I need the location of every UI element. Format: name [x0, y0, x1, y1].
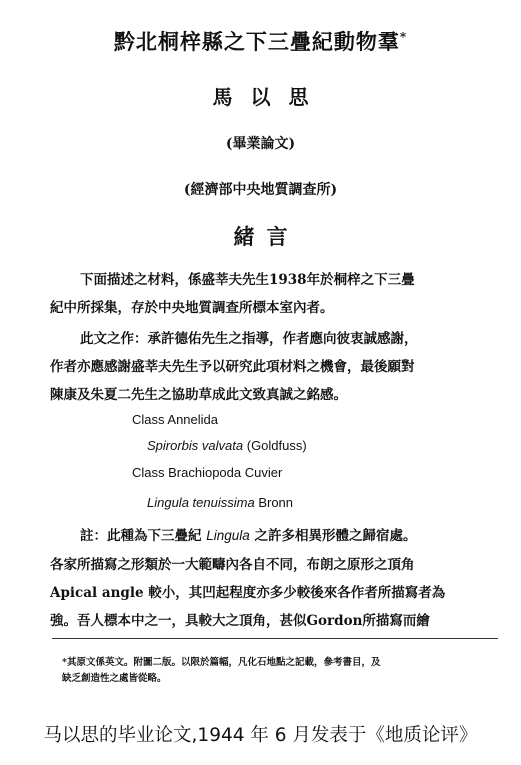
thesis-note: (畢業論文): [225, 136, 296, 152]
footnote-divider: [52, 638, 498, 639]
taxon-species-lingula: [147, 495, 293, 510]
species-name: Lingula tenuissima: [147, 495, 255, 510]
note-paragraph-line: [50, 524, 520, 544]
paragraph-line: 此文之作：承許德佑先生之指導，作者應向彼衷誠感謝，: [80, 331, 418, 347]
paragraph-line: 紀中所採集，存於中央地質調查所標本室內者。: [50, 300, 334, 316]
document-title-text: 黔北桐梓縣之下三疊紀動物羣: [113, 29, 400, 54]
image-caption: 马以思的毕业论文,1944 年 6 月发表于《地质论评》: [43, 725, 478, 746]
note-paragraph-line: 強。吾人標本中之一，具較大之頂角，甚似Gordon所描寫而繪: [50, 613, 430, 629]
taxon-species-spirorbis: [147, 438, 307, 453]
taxon-class-brachiopoda: Class Brachiopoda Cuvier: [132, 465, 283, 480]
note-text: 註：此種為下三疊紀: [80, 528, 202, 544]
paragraph-line: 作者亦應感謝盛莘夫先生予以研究此項材料之機會，最後願對: [50, 359, 415, 375]
note-paragraph-line: Apical angle 較小，其凹起程度亦多少較後來各作者所描寫者為: [50, 585, 446, 601]
paragraph-line: 陳康及朱夏二先生之協助草成此文致真誠之銘感。: [50, 387, 347, 403]
institution-note: (經濟部中央地質調查所): [183, 182, 338, 198]
footnote-line: *其原文係英文。附圖二版。以限於篇幅，凡化石地點之記載，參考書目，及: [62, 657, 381, 668]
species-author: (Goldfuss): [246, 438, 307, 453]
paragraph-line: 下面描述之材料，係盛莘夫先生1938年於桐梓之下三疊: [80, 272, 415, 288]
note-text: 之許多相異形體之歸宿處。: [254, 528, 417, 544]
genus-name: Lingula: [206, 528, 250, 543]
species-author: Bronn: [258, 495, 294, 510]
note-paragraph-line: 各家所描寫之形類於一大範疇內各自不同，布朗之原形之頂角: [50, 557, 415, 573]
title-footnote-mark: *: [399, 30, 408, 44]
taxon-class-annelida: Class Annelida: [132, 412, 218, 427]
document-author: 馬以思: [212, 85, 327, 109]
footnote-line: 缺乏創造性之處皆從略。: [62, 673, 167, 684]
section-heading: 緒言: [233, 224, 300, 249]
document-title: [0, 26, 521, 56]
species-name: Spirorbis valvata: [147, 438, 244, 453]
